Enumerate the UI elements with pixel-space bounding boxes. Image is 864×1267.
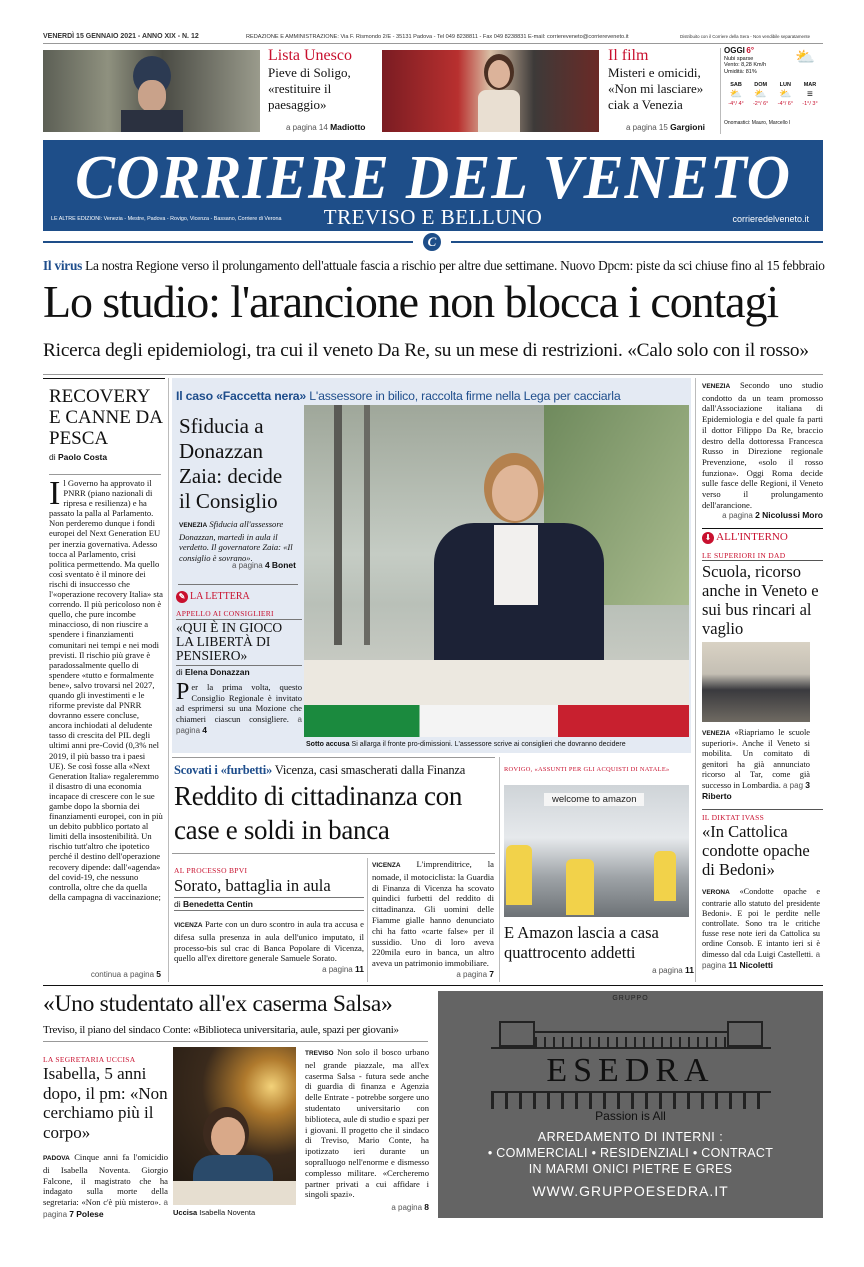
editorial-title: RECOVERY E CANNE DA PESCA bbox=[49, 386, 162, 449]
noventa-caption: Uccisa Isabella Noventa bbox=[173, 1208, 256, 1217]
esedra-ad[interactable]: GRUPPO ESEDRA Passion is All ARREDAMENTO DI INTERNI : • COMMERCIALI • RESIDENZIALI • CONTRACT IN MARMI ONICI PIETRE E GRES WWW.GRUPPOESEDRA.IT bbox=[438, 991, 823, 1218]
letter-box[interactable]: ✎ LA LETTERA APPELLO AI CONSIGLIERI «QUI È IN GIOCO LA LIBERTÀ DI PENSIERO» di Elena Donazzan Per la prima volta, questo Consiglio Regionale è invitato ad esprimersi su una Mozione che chiameri ciascun consigliere. a pagina 4 bbox=[176, 591, 302, 736]
top-bar bbox=[43, 31, 823, 44]
author: Elena Donazzan bbox=[185, 667, 250, 677]
noventa-title: Isabella, 5 anni dopo, il pm: «Non cerchiamo più il corpo» bbox=[43, 1064, 168, 1142]
sorato-title: Sorato, battaglia in aula bbox=[174, 876, 331, 895]
drop-cap: I bbox=[49, 475, 61, 512]
salsa-headline[interactable]: «Uno studentato all'ex caserma Salsa» bbox=[43, 991, 393, 1017]
letter-icon: ✎ bbox=[176, 591, 188, 603]
author: Madiotto bbox=[330, 122, 366, 132]
interno-title-1[interactable]: Scuola, ricorso anche in Veneto e sui bus rincari al vaglio bbox=[702, 560, 823, 638]
page-ref: a pagina bbox=[232, 561, 263, 570]
drop-cap: P bbox=[176, 679, 190, 705]
weather-today-temp: 6° bbox=[746, 46, 755, 55]
esedra-brand: ESEDRA bbox=[546, 1052, 715, 1089]
weather-days bbox=[724, 82, 822, 107]
faccetta-box: Il caso «Faccetta nera» L'assessore in bilico, raccolta firme nella Lega per cacciarla Sfiducia a Donazzan Zaia: decide il Consiglio VENEZIA Sfiducia all'assessore Donazzan, martedì in aula il verdetto. Il governatore Zaia: «Il consiglio è sovrano». a pagina 4 Bonet Sotto accusa Si allarga il fronte pro-dimissioni. L'assessore scrive ai consiglieri che dovranno decidere ✎ LA LETTERA APPELLO AI CONSIGLIERI «QUI È IN GIOCO LA LIBERTÀ DI PENSIERO» di Elena Donazzan Per la prima volta, questo Consiglio Regionale è invitato ad esprimersi su una Mozione che chiameri ciascun consigliere. a pagina 4 bbox=[172, 378, 691, 753]
editorial-author: Paolo Costa bbox=[58, 452, 108, 462]
building-facade-icon bbox=[491, 1005, 771, 1109]
letter-title: «QUI È IN GIOCO LA LIBERTÀ DI PENSIERO» bbox=[176, 619, 302, 663]
interno-photo-students bbox=[702, 642, 810, 722]
other-editions: LE ALTRE EDIZIONI: Venezia - Mestre, Padova - Rovigo, Vicenza - Bassano, Corriere di Verona bbox=[51, 216, 282, 222]
website-link[interactable]: corrieredelveneto.it bbox=[732, 214, 809, 224]
editorial-body: Il Governo ha approvato il PNRR (piano nazionali di ripresa e resilienza) e ha passato la palla al Parlamento. Non perderemo dunque i fondi europei del Next Generation EU per inerzia governativa. Adesso tocca al Parlamento, crisi politica permettendo. Ma quello così sventato è il minore dei rischi di insuccesso che l'«operazione recovery Italia» sta correndo. Il più pericoloso non è quello, che pure incombe minaccioso, di non riuscire a spendere i finanziamenti comunitari nei tempi e nei modi previsti. Il rischio più grave è paradossalmente quello di spendere «tutto e formalmente bene», salvo trovarsi nel 2027, quando gli investimenti e le riforme previste dal PNRR dovranno essere concluse, ancora inchiodati al deludente tasso di crescita del PIL degli ultimi anni pre-Covid (0,3% nel 2019, il più basso tra i paesi UE). Se così fosse alla «Next Generation Italia» regaleremmo il disastro di una economia incapace di crescere con le sue gambe dopo la sbornia dei finanziamenti europei, con in più un debito pubblico portato al limiti della insostenibilità. Un rischio tutt'altro che ipotetico perché il destino dell'operazione recovery dipende: dall'«agenda» del covid-19, che nessuno controlla, oltre che da quella della campagna di vaccinazione; bbox=[49, 475, 163, 902]
issue-date: VENERDÌ 15 GENNAIO 2021 - ANNO XIX - N. 12 bbox=[43, 33, 199, 40]
amazon-sign: welcome to amazon bbox=[544, 793, 644, 806]
teaser-text: Misteri e omicidi, «Non mi lasciare» ciak a Venezia bbox=[608, 65, 704, 112]
masthead bbox=[43, 140, 823, 231]
noventa-photo bbox=[173, 1047, 296, 1205]
weather-day: DOM ⛅ -2°/ 6° bbox=[749, 82, 773, 107]
onomastici: Onomastici: Mauro, Marcello I bbox=[724, 120, 791, 126]
masthead-title: CORRIERE DEL VENETO bbox=[75, 142, 791, 212]
teaser-photo-old-man bbox=[43, 50, 260, 132]
reddito-kicker: Scovati i «furbetti» Vicenza, casi smascherati dalla Finanza bbox=[174, 763, 466, 777]
weather-day: MAR ≡ -1°/ 3° bbox=[798, 82, 822, 107]
box-headline[interactable]: Sfiducia a Donazzan Zaia: decide il Consiglio bbox=[179, 414, 283, 513]
masthead-edition: TREVISO E BELLUNO bbox=[323, 205, 543, 229]
interno-title-2[interactable]: «In Cattolica condotte opache di Bedoni» bbox=[702, 822, 810, 880]
reddito-body: VICENZA L'imprenditrice, la nomade, il motociclista: la Guardia di Finanza di Vicenza ha scovato quindici furbetti del reddito di cittadinanza. Gli uomini delle Fiamme gialle hanno denunciato chi ha fatto «carte false» per il sussidio. Uno di loro aveva 220mila euro in banca, un altro aveva un patrimonio immobiliare. a pagina 7 bbox=[372, 859, 494, 979]
teaser-text: Pieve di Soligo, «restituire il paesaggio» bbox=[268, 65, 351, 112]
interno-box: ⬇ ALL'INTERNO LE SUPERIORI IN DAD Scuola, ricorso anche in Veneto e sui bus rincari al vaglio VENEZIA «Riapriamo le scuole superiori». Anche il Veneto si mobilita. Un comitato di genitori ha già annunciato ricorso al Tar, come già successo in Lombardia. a pag 3 Riberto IL DIKTAT IVASS «In Cattolica condotte opache di Bedoni» VERONA «Condotte opache e contrarie allo statuto del presidente Bedoni». E poi le perdite nelle controllate. Sono tra le critiche fusse rese note ieri da Cattolica su ordine Consob. E intanto ieri si è dimesso dal cda Luigi Castelletti. a pagina 11 Nicoletti bbox=[702, 528, 823, 978]
author: Bonet bbox=[271, 560, 296, 570]
cloud-sun-icon: ⛅ bbox=[779, 88, 792, 100]
page-ref: continua a pagina bbox=[90, 970, 155, 979]
corriere-logo: C bbox=[423, 233, 441, 251]
weather-humidity: Umidità: 81% bbox=[724, 68, 757, 75]
lead-subhead: Ricerca degli epidemiologi, tra cui il veneto Da Re, su un mese di restrizioni. «Calo solo con il rosso» bbox=[43, 340, 809, 361]
fog-icon: ≡ bbox=[807, 88, 813, 100]
page-ref: a pagina 15 bbox=[626, 123, 668, 132]
salsa-body: TREVISO Non solo il bosco urbano nel grande piazzale, ma all'ex caserma Salsa - futura sede anche di guardia di finanza e Agenzia delle Entrate - potrebbe sorgere uno studentato universitario con biblioteca, aule di studio e spazi per i giovani. Il progetto che il sindaco di Treviso, Mario Conte, ha ipotizzato ieri durante un sopralluogo nell'enorme e dismesso complesso militare. «Cercheremo partner privati a cui affidare i singoli spazi». a pagina 8 bbox=[305, 1047, 429, 1213]
weather-day: SAB ⛅ -4°/ 4° bbox=[724, 82, 748, 107]
weather-box bbox=[720, 48, 823, 134]
noventa[interactable]: LA SEGRETARIA UCCISA Isabella, 5 anni dopo, il pm: «Non cerchiamo più il corpo» PADOVA Cinque anni fa l'omicidio di Isabella Noventa. Giorgio Falcone, il magistrato che ha indagato sulla morte della segretaria: «Non c'è più mistero». a pagina 7 Polese bbox=[43, 1055, 168, 1219]
amazon-photo bbox=[504, 785, 689, 917]
salsa-subhead: Treviso, il piano del sindaco Conte: «Biblioteca universitaria, aule, spazi per giovani» bbox=[43, 1024, 399, 1036]
box-caption: Sotto accusa Si allarga il fronte pro-dimissioni. L'assessore scrive ai consiglieri che dovranno decidere bbox=[306, 741, 626, 748]
sorato[interactable]: AL PROCESSO BPVI Sorato, battaglia in aula di Benedetta Centin VICENZA Parte con un duro scontro in aula tra accusa e difesa sulla presenza in aula dell'unico imputato, il processo-bis sul crac di Banca Popolare di Vicenza, quello all'ex direttore generale Samuele Sorato. a pagina 11 bbox=[174, 866, 364, 975]
arrow-down-icon: ⬇ bbox=[702, 532, 714, 544]
teaser-photo-actress bbox=[382, 50, 599, 132]
weather-wind: Vento: 8,28 Km/h bbox=[724, 62, 767, 69]
cloud-sun-icon: ⛅ bbox=[729, 88, 743, 100]
teaser-film[interactable] bbox=[608, 46, 718, 134]
box-text: VENEZIA Sfiducia all'assessore Donazzan, martedì in aula il verdetto. Il governatore Zaia: «Il consiglio è sovrano». bbox=[179, 519, 293, 563]
box-photo bbox=[304, 405, 689, 737]
amazon-title: E Amazon lascia a casa quattrocento addetti bbox=[504, 923, 659, 962]
lead-kicker: Il virus La nostra Regione verso il prolungamento dell'attuale fascia a rischio per altre due settimane. Nuovo Dpcm: piste da sci chiuse fino al 15 febbraio bbox=[43, 258, 825, 273]
venezia-brief[interactable]: VENEZIA Secondo uno studio condotto da un team promosso dall'Associazione italiana di Epidemiologia e del quale fa parti il dottor Filippo Da Re, braccio destro della dottoressa Francesca Russo in Direzione regionale Prevenzione, «solo il rosso funziona». Oggi Roma decide sulle fasce delle Regioni, il Veneto verso il prolungamento dell'arancione. a pagina 2 Nicolussi Moro bbox=[702, 380, 823, 521]
teaser-title: Lista Unesco bbox=[268, 47, 352, 64]
weather-today-label: OGGI bbox=[724, 46, 745, 55]
page-ref: a pagina 14 bbox=[286, 123, 328, 132]
cloud-sun-icon: ⛅ bbox=[754, 88, 767, 100]
author: Gargioni bbox=[670, 122, 706, 132]
author: Nicolussi Moro bbox=[762, 510, 823, 521]
page-ref: a pagina bbox=[722, 511, 753, 521]
weather-day: LUN ⛅ -4°/ 6° bbox=[773, 82, 797, 107]
weather-desc: Nubi sparse bbox=[724, 55, 754, 62]
address: REDAZIONE E AMMINISTRAZIONE: Via F. Rismondo 2/E - 35131 Padova - Tel 049 8238811 - Fax 049 8238831 E-mail: corriereveneto@corriereveneto.it bbox=[246, 34, 629, 40]
cloud-sun-icon: ⛅ bbox=[795, 49, 815, 66]
author: Benedetta Centin bbox=[183, 899, 253, 909]
distribution-note: Distribuito con il Corriere della Sera - Non vendibile separatamente bbox=[680, 34, 811, 39]
teaser-title: Il film bbox=[608, 47, 649, 64]
amazon[interactable]: ROVIGO, «ASSUNTI PER GLI ACQUISTI DI NATALE» welcome to amazon E Amazon lascia a casa quattrocento addetti a pagina 11 bbox=[504, 766, 694, 975]
teaser-unesco[interactable] bbox=[268, 46, 376, 134]
box-kicker: Il caso «Faccetta nera» L'assessore in bilico, raccolta firme nella Lega per cacciarla bbox=[176, 389, 621, 403]
reddito-headline[interactable]: Reddito di cittadinanza con case e soldi in banca bbox=[174, 781, 463, 845]
lead-headline[interactable]: Lo studio: l'arancione non blocca i contagi bbox=[43, 276, 779, 327]
editorial[interactable]: RECOVERY E CANNE DA PESCA di Paolo Costa Il Governo ha approvato il PNRR (piano nazionali di ripresa e resilienza) e ha passato la palla al Parlamento. Non perderemo dunque i fondi europei del Next Generation EU per inerzia governativa. Adesso tocca al Parlamento, crisi politica permettendo. Ma quello così sventato è il minore dei rischi di insuccesso che l'«operazione recovery Italia» sta correndo. Il più pericoloso non è quello, che pure incombe minaccioso, di non riuscire a spendere i finanziamenti comunitari nei tempi e nei modi previsti. Il rischio più grave è paradossalmente quello di spendere «tutto e formalmente bene», salvo trovarsi nel 2027, quando gli investimenti e le riforme previste dal PNRR dovranno essere concluse, ancora inchiodati al deludente tasso di crescita del PIL degli ultimi anni pre-Covid (0,3% nel 2019, il più basso tra i paesi UE). Se così fosse alla «Next Generation Italia» regaleremmo il disastro di una economia incapace di crescere con le sue gambe dopo la sbornia dei finanziamenti europei, con in più un debito pubblico portato al limiti della insostenibilità. Un rischio tutt'altro che ipotetico perché il destino dell'operazione recovery dipende: dall'«agenda» del covid-19, che nessuno controlla, oltre che da quella della campagna di vaccinazione; continua a pagina 5 bbox=[43, 378, 165, 982]
esedra-url[interactable]: WWW.GRUPPOESEDRA.IT bbox=[532, 1183, 729, 1199]
